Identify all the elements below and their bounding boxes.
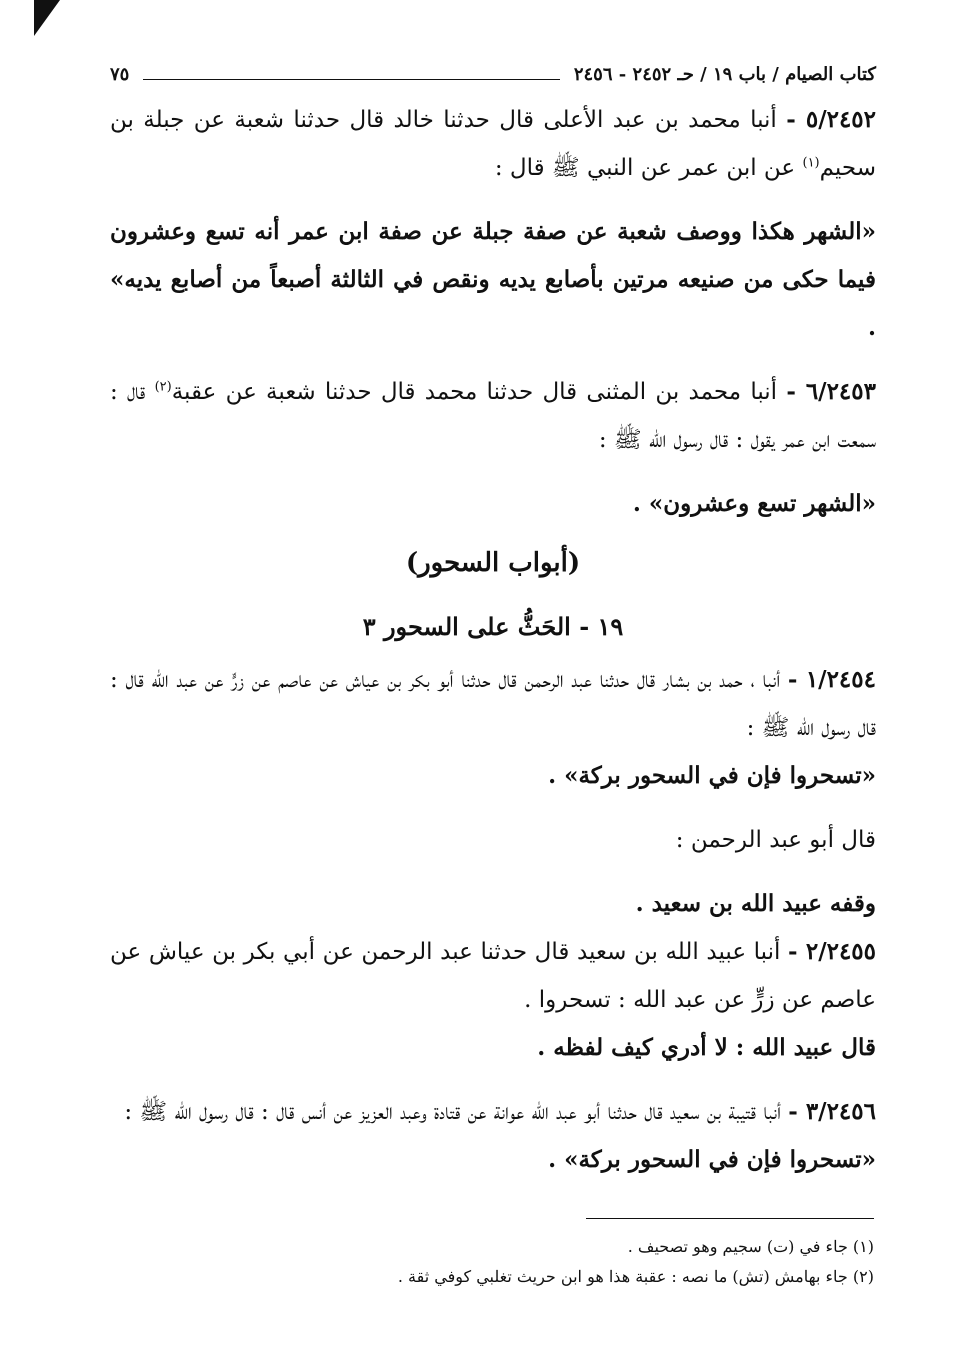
hadith-2454-isnad xyxy=(110,656,876,752)
isnad-text: أنبا قتيبة بن سعيد قال حدثنا أبو عبد الله عوانة عن قتادة وعبد العزيز عن أنس قال : قال رسول الله ﷺ : xyxy=(124,1099,781,1125)
hadith-2452-isnad xyxy=(110,96,876,192)
hadith-2454-note-1: قال أبو عبد الرحمن : xyxy=(675,827,876,853)
footnote-rule xyxy=(586,1218,874,1219)
isnad-text: عن ابن عمر عن النبي ﷺ قال : xyxy=(494,155,796,181)
running-title: كتاب الصيام / باب ١٩ / حـ ٢٤٥٢ - ٢٤٥٦ xyxy=(573,63,876,85)
header-rule xyxy=(143,79,560,80)
isnad-text: قال : سمعت ابن عمر يقول : قال رسول الله ﷺ : xyxy=(110,379,876,453)
hadith-2455-isnad xyxy=(110,928,876,1024)
footnote-2: (٢) جاء بهامش (تش) ما نصه : عقبة هذا هو ابن حريث تغلبي كوفي ثقة . xyxy=(397,1267,874,1286)
isnad-text: أنبا ، حمد بن بشار قال حدثنا عبد الرحمن قال حدثنا أبو بكر بن عياش عن عاصم عن زرٍّ عن عبد الله قال : قال رسول الله ﷺ : xyxy=(110,667,876,741)
isnad-text: أنبا محمد بن عبد الأعلى قال حدثنا خالد قال حدثنا شعبة عن xyxy=(193,107,777,133)
isnad-text: أنبا عبيد الله بن سعيد قال حدثنا عبد الرحمن عن أبي بكر بن عياش عن عاصم عن زرٍّ عن عبد الله : تسحروا . xyxy=(110,939,876,1013)
hadith-2454-matn: «تسحروا فإن في السحور بركة» . xyxy=(548,762,876,789)
hadith-2454-note-2: وقفه عبيد الله بن سعيد . xyxy=(635,890,876,917)
corner-mark xyxy=(34,0,60,36)
footnote-ref: (٢) xyxy=(154,379,172,395)
hadith-number: ١/٢٤٥٤ - xyxy=(787,666,876,693)
isnad-text: أنبا محمد بن المثنى قال حدثنا محمد قال حدثنا شعبة عن عقبة xyxy=(171,379,778,405)
hadith-2453-isnad xyxy=(110,368,876,464)
chapter-title: ١٩ - الحَثُّ على السحور ٣ xyxy=(362,612,624,641)
hadith-2452-matn: «الشهر هكذا ووصف شعبة عن صفة جبلة عن صفة ابن عمر أنه تسع وعشرون فيما حكى من صنيعه مرتين بأصابع يديه ونقص في الثالثة أصبعاً من أصابع يديه» . xyxy=(110,218,876,341)
hadith-number: ٣/٢٤٥٦ - xyxy=(788,1098,876,1125)
running-header xyxy=(110,52,876,96)
footnote-ref: (١) xyxy=(802,155,820,171)
page-body xyxy=(110,52,876,1184)
hadith-2456-matn: «تسحروا فإن في السحور بركة» . xyxy=(548,1146,876,1173)
hadith-2453-matn: «الشهر تسع وعشرون» . xyxy=(632,490,876,517)
hadith-number: ٦/٢٤٥٣ - xyxy=(786,378,876,405)
isnad-text: جبلة بن سحيم xyxy=(110,107,876,181)
hadith-2455-note: قال عبيد الله : لا أدري كيف لفظه . xyxy=(537,1034,876,1061)
page-number: ٧٥ xyxy=(110,63,130,85)
section-title: (أبواب السحور) xyxy=(405,548,581,578)
hadith-2456-isnad xyxy=(110,1088,876,1136)
footnote-1: (١) جاء في (ت) سجيم وهو تصحيف . xyxy=(627,1237,874,1256)
hadith-number: ٥/٢٤٥٢ - xyxy=(786,106,877,133)
footnotes xyxy=(274,1232,874,1292)
hadith-number: ٢/٢٤٥٥ - xyxy=(788,938,877,965)
